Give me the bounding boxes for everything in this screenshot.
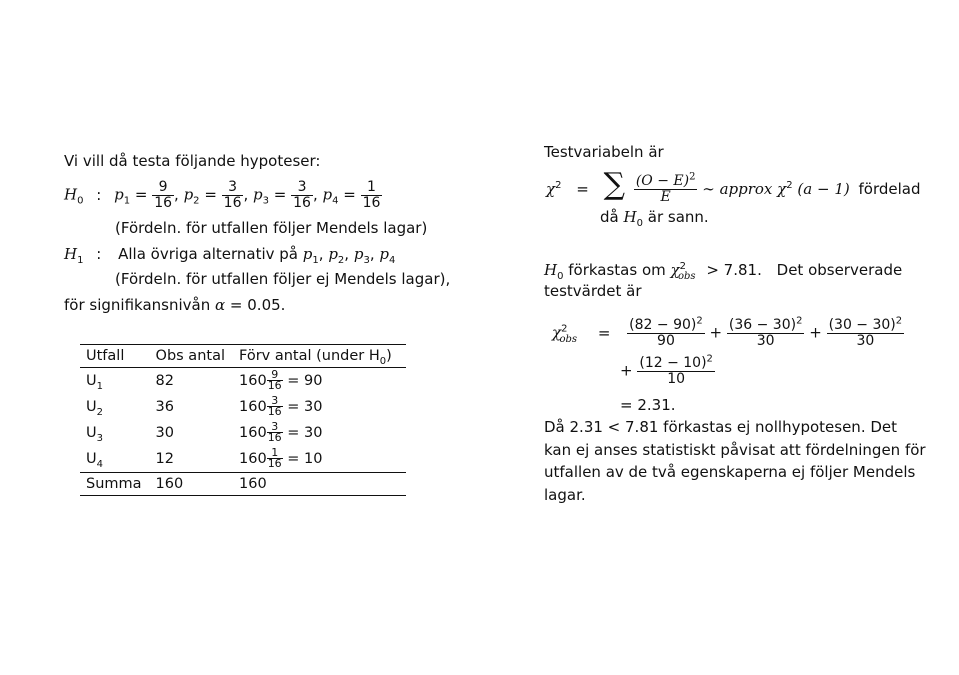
- fraction-p2: $\frac{3}{16}$: [223, 179, 242, 211]
- alpha-symbol: α: [215, 296, 226, 314]
- term-2: $\frac{(36 - 30)^2}{30}$: [728, 315, 803, 349]
- observed-value-text: testvärdet är: [544, 282, 642, 300]
- intro-text: Vi vill då testa följande hypoteser:: [64, 152, 321, 170]
- chi-square-formula: $\chi^2$ = ∑ $\frac{(O - E)^2}{E}$ ∼ approx $\chi^2$ (a − 1) fördelad: [546, 167, 921, 205]
- h1-hypothesis: $H_1$ : Alla övriga alternativ på $p_1$, $p_2$, $p_3$, $p_4$: [64, 245, 396, 266]
- fraction-p3: $\frac{3}{16}$: [293, 179, 311, 211]
- fraction-p1: $\frac{9}{16}$: [154, 179, 173, 211]
- table-row: $U_4$ 12 160 $\frac{1}{16}$ = 10: [86, 445, 323, 471]
- h0-label: H: [64, 185, 78, 204]
- term-3: $\frac{(30 - 30)^2}{30}$: [828, 315, 903, 349]
- sum-symbol: ∑: [603, 167, 626, 202]
- header-observed: Obs antal: [155, 348, 225, 364]
- fraction-p4: $\frac{1}{16}$: [362, 179, 381, 211]
- table-row: $U_2$ 36 160 $\frac{3}{16}$ = 30: [86, 393, 323, 419]
- test-variable-title: Testvariabeln är: [544, 143, 664, 161]
- table-header: [80, 345, 406, 368]
- observed-chi-line: $\chi^2_{obs}$ = $\frac{(82 - 90)^2}{90}$ + $\frac{(36 - 30)^2}{30}$ + $\frac{(30 - 30)^2}{30}$: [552, 315, 903, 349]
- h0-hypothesis: $H_0$ : $p_1$ = $\frac{9}{16}$ , $p_2$ = $\frac{3}{16}$ , $p_3$ = $\frac{3}{16}$ , $p_4$ = $\frac{1}{16}$: [64, 179, 381, 211]
- observation-table: [80, 344, 406, 496]
- rejection-rule: $H_0$ förkastas om $\chi^2_{obs} > 7.81$. Det observerade: [544, 261, 903, 282]
- table-row: $U_3$ 30 160 $\frac{3}{16}$ = 30: [86, 419, 323, 445]
- h0-note: (Fördeln. för utfallen följer Mendels lagar): [115, 219, 428, 237]
- table-row: $U_1$ 82 160 $\frac{9}{16}$ = 90: [86, 368, 323, 393]
- term-4: $\frac{(12 - 10)^2}{10}$: [639, 353, 713, 387]
- conclusion: Då 2.31 < 7.81 förkastas ej nollhypotesen. Det kan ej anses statistiskt påvisat att fördelningen för utfallen av de två egenskaperna ej följer Mendels lagar.: [544, 418, 926, 504]
- observed-result: = 2.31.: [620, 396, 676, 414]
- significance-line: för signifikansnivån α = 0.05.: [64, 296, 286, 314]
- header-expected: Förv antal (under $H_0$): [239, 348, 392, 367]
- h1-label: H: [64, 245, 78, 263]
- observed-chi-line-2: + $\frac{(12 - 10)^2}{10}$: [620, 353, 713, 387]
- chi-fraction: $\frac{(O - E)^2}{E}$: [635, 171, 696, 205]
- h1-note: (Fördeln. för utfallen följer ej Mendels lagar),: [115, 270, 451, 288]
- term-1: $\frac{(82 - 90)^2}{90}$: [629, 315, 703, 349]
- header-outcome: Utfall: [86, 348, 125, 364]
- when-h0-true: då $H_0$ är sann.: [600, 208, 709, 229]
- table-sum-row: Summa 160 160: [80, 472, 406, 495]
